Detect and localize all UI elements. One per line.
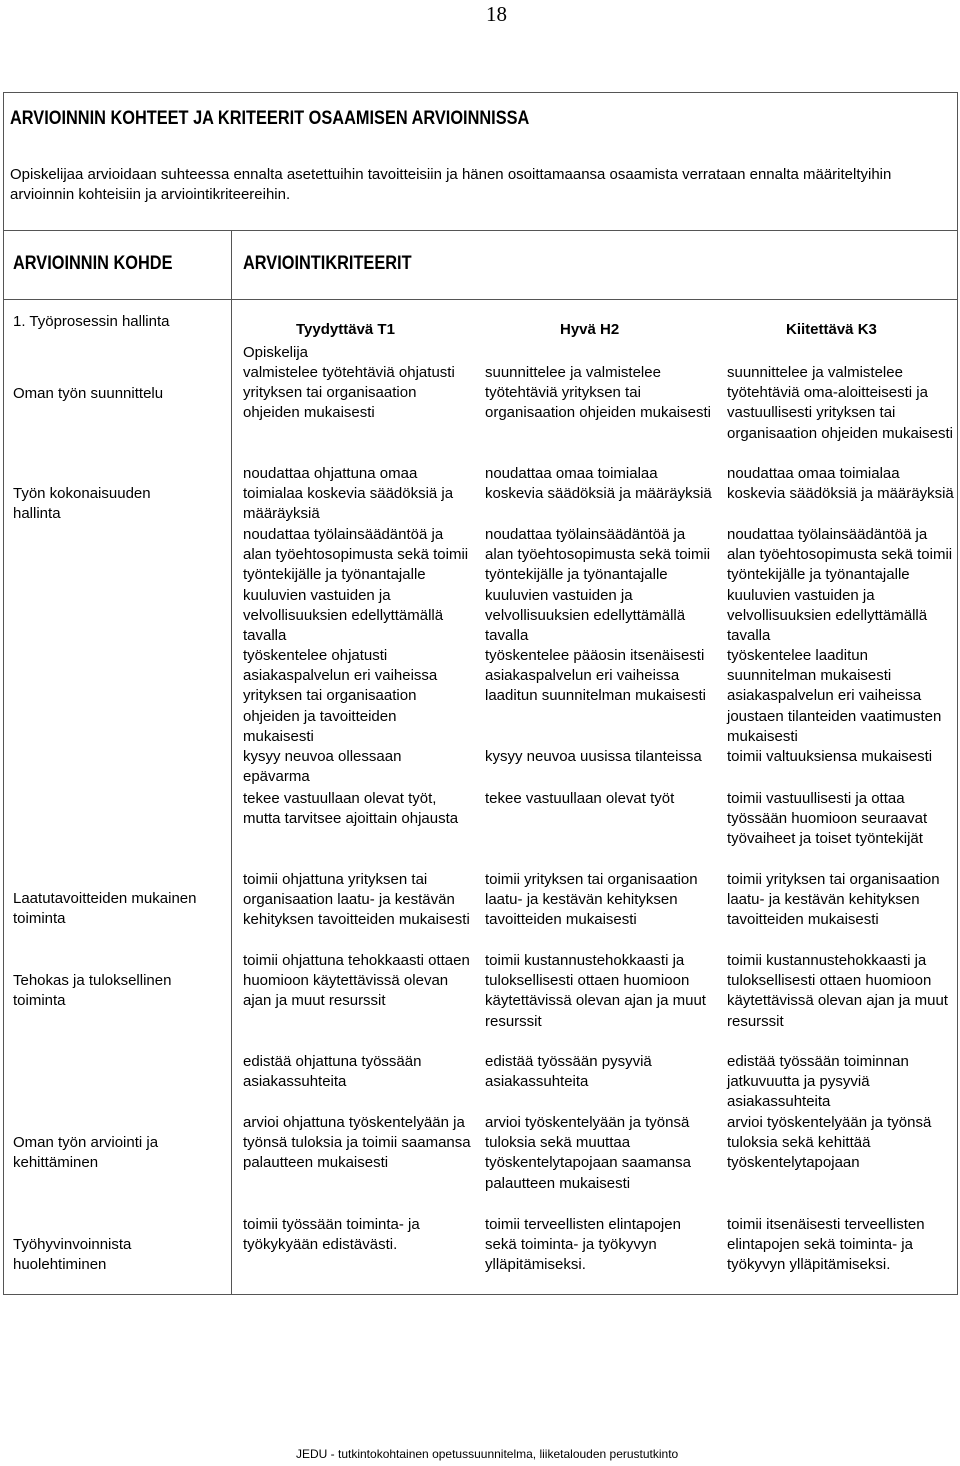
criterion-h2: toimii yrityksen tai organisaation laatu- ja kestävän kehityksen tavoitteiden mukaisesti (485, 871, 698, 929)
criterion-k3: toimii itsenäisesti terveellisten elintapojen sekä toiminta- ja työkyvyn ylläpitämiseksi. (727, 1216, 925, 1274)
criterion-k3: toimii kustannustehokkaasti ja tuloksellisesti ottaen huomioon käytettävissä olevan ajan ja muut resurssit (727, 952, 948, 1030)
level-header-k3: Kiitettävä K3 (786, 321, 877, 338)
target-column-header: ARVIOINNIN KOHDE (13, 253, 173, 274)
area-efficient-operation: Tehokas ja tuloksellinen toiminta (13, 972, 172, 1009)
criterion-h2: noudattaa omaa toimialaa koskevia säädöksiä ja määräyksiä (485, 465, 712, 503)
column-divider (231, 230, 232, 1295)
criterion-k3: arvioi työskentelyään ja työnsä tuloksia sekä kehittää työskentelytapojaan (727, 1114, 932, 1172)
area-work-entity-management: Työn kokonaisuuden hallinta (13, 485, 151, 522)
criterion-h2: edistää työssään pysyviä asiakassuhteita (485, 1053, 652, 1091)
criterion-k3: edistää työssään toiminnan jatkuvuutta ja pysyviä asiakassuhteita (727, 1053, 909, 1111)
criterion-k3: suunnittelee ja valmistelee työtehtäviä oma-aloitteisesti ja vastuullisesti yrityksen tai organisaation ohjeiden mukaisesti (727, 364, 953, 442)
area-evaluation-development: Oman työn arviointi ja kehittäminen (13, 1134, 159, 1171)
student-label: Opiskelija (243, 344, 309, 361)
divider-headers (4, 299, 957, 300)
criterion-t1: arvioi ohjattuna työskentelyään ja työnsä tuloksia ja toimii saamansa palautteen mukaisesti (243, 1114, 471, 1172)
criterion-t1: toimii ohjattuna yrityksen tai organisaation laatu- ja kestävän kehityksen tavoitteiden mukaisesti (243, 871, 470, 929)
criterion-t1: toimii työssään toiminta- ja työkykyään edistävästi. (243, 1216, 420, 1254)
criterion-h2: kysyy neuvoa uusissa tilanteissa (485, 748, 702, 765)
criterion-k3: toimii valtuuksiensa mukaisesti (727, 748, 933, 765)
criterion-h2: toimii terveellisten elintapojen sekä toiminta- ja työkyvyn ylläpitämiseksi. (485, 1216, 681, 1274)
document-title: ARVIOINNIN KOHTEET JA KRITEERIT OSAAMISEN ARVIOINNISSA (10, 108, 530, 129)
criterion-t1: tekee vastuullaan olevat työt, mutta tarvitsee ajoittain ohjausta (243, 790, 459, 828)
level-header-h2: Hyvä H2 (560, 321, 620, 338)
criterion-h2: noudattaa työlainsäädäntöä ja alan työehtosopimusta sekä toimii työntekijälle ja työnantajalle kuuluvien vastuiden ja velvollisuuksien edellyttämällä tavalla (485, 526, 711, 645)
criterion-h2: arvioi työskentelyään ja työnsä tuloksia sekä muuttaa työskentelytapojaan saamansa palautteen mukaisesti (485, 1114, 691, 1192)
criterion-t1: työskentelee ohjatusti asiakaspalvelun eri vaiheissa yrityksen tai organisaation ohjeiden ja tavoitteiden mukaisesti (243, 647, 438, 745)
criterion-t1: edistää ohjattuna työssään asiakassuhteita (243, 1053, 422, 1091)
criterion-h2: työskentelee pääosin itsenäisesti asiakaspalvelun eri vaiheissa laaditun suunnitelman mukaisesti (485, 647, 706, 705)
criterion-k3: työskentelee laaditun suunnitelman mukaisesti asiakaspalvelun eri vaiheissa joustaen tilanteiden vaatimusten mukaisesti (727, 647, 942, 745)
criterion-h2: toimii kustannustehokkaasti ja tuloksellisesti ottaen huomioon käytettävissä olevan ajan ja muut resurssit (485, 952, 706, 1030)
criterion-k3: noudattaa omaa toimialaa koskevia säädöksiä ja määräyksiä (727, 465, 954, 503)
criterion-k3: toimii yrityksen tai organisaation laatu- ja kestävän kehityksen tavoitteiden mukaisesti (727, 871, 940, 929)
area-own-work-planning: Oman työn suunnittelu (13, 385, 164, 402)
criterion-h2: suunnittelee ja valmistelee työtehtäviä yrityksen tai organisaation ohjeiden mukaisesti (485, 364, 711, 422)
page-footer: JEDU - tutkintokohtainen opetussuunnitelma, liiketalouden perustutkinto (296, 1447, 679, 1461)
area-quality-goals: Laatutavoitteiden mukainen toiminta (13, 890, 197, 927)
area-wellbeing: Työhyvinvoinnista huolehtiminen (13, 1236, 132, 1273)
level-header-t1: Tyydyttävä T1 (296, 321, 395, 338)
criterion-h2: tekee vastuullaan olevat työt (485, 790, 675, 807)
criterion-t1: noudattaa ohjattuna omaa toimialaa koskevia säädöksiä ja määräyksiä (243, 465, 454, 523)
criterion-t1: valmistelee työtehtäviä ohjatusti yrityksen tai organisaation ohjeiden mukaisesti (243, 364, 455, 422)
intro-paragraph: Opiskelijaa arvioidaan suhteessa ennalta asetettuihin tavoitteisiin ja hänen osoittamaansa osaamista verrataan ennalta määriteltyihin arvioinnin kohteisiin ja arviointikriteereihin. (10, 166, 892, 203)
criterion-k3: toimii vastuullisesti ja ottaa työssään huomioon seuraavat työvaiheet ja toiset työntekijät (727, 790, 928, 848)
criteria-column-header: ARVIOINTIKRITEERIT (243, 253, 412, 274)
page-number: 18 (486, 2, 507, 26)
area-main: 1. Työprosessin hallinta (13, 313, 170, 330)
criterion-t1: toimii ohjattuna tehokkaasti ottaen huomioon käytettävissä olevan ajan ja muut resurssit (243, 952, 470, 1010)
criterion-t1: kysyy neuvoa ollessaan epävarma (243, 748, 402, 786)
criterion-t1: noudattaa työlainsäädäntöä ja alan työehtosopimusta sekä toimii työntekijälle ja työnantajalle kuuluvien vastuiden ja velvollisuuksien edellyttämällä tavalla (243, 526, 469, 645)
criterion-k3: noudattaa työlainsäädäntöä ja alan työehtosopimusta sekä toimii työntekijälle ja työnantajalle kuuluvien vastuiden ja velvollisuuksien edellyttämällä tavalla (727, 526, 953, 645)
divider-intro (4, 230, 957, 231)
